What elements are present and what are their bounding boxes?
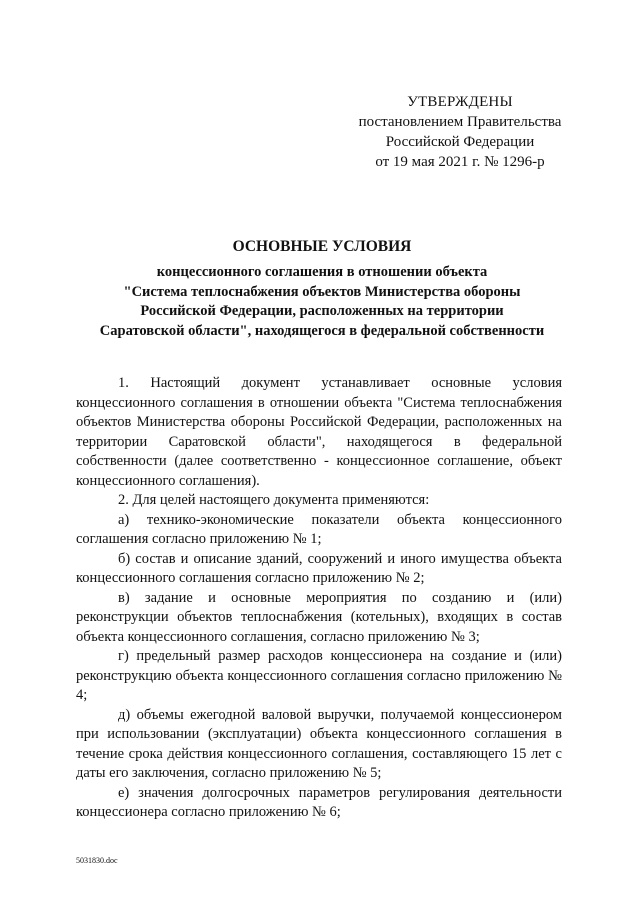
document-subtitle-line: Саратовской области", находящегося в федеральной собственности [99,322,545,339]
list-item-v: в) задание и основные мероприятия по созданию и (или) реконструкции объектов теплоснабжения (котельных), входящих в состав объекта концессионного соглашения, согласно приложению № 3; [76,589,562,645]
list-item-g: г) предельный размер расходов концессионера на создание и (или) реконструкцию объекта концессионного соглашения согласно приложению № 4; [76,648,562,703]
approval-title: УТВЕРЖДЕНЫ [407,94,513,110]
list-item-a: а) технико-экономические показатели объекта концессионного соглашения согласно приложению № 1; [76,511,562,547]
approval-block [330,92,590,172]
list-item-d: д) объемы ежегодной валовой выручки, получаемой концессионером при использовании (эксплуатации) объекта концессионного соглашения в течение срока действия концессионного соглашения, составляющего 15 лет с даты его заключения, согласно приложению № 5; [76,706,562,781]
list-item-e: е) значения долгосрочных параметров регулирования деятельности концессионера согласно приложению № 6; [76,784,562,820]
document-body [76,374,562,823]
paragraph-2: 2. Для целей настоящего документа применяются: [118,492,430,508]
file-name-footer: 5031830.doc [76,856,118,865]
document-subtitle-line: "Система теплоснабжения объектов Министерства обороны [123,283,521,300]
document-heading [40,237,604,341]
list-item-b: б) состав и описание зданий, сооружений и иного имущества объекта концессионного соглашения согласно приложению № 2; [76,550,562,586]
approval-date-number: от 19 мая 2021 г. № 1296-р [375,154,545,170]
approval-line: постановлением Правительства [358,114,562,130]
document-subtitle-line: концессионного соглашения в отношении объекта [156,264,488,280]
document-title: ОСНОВНЫЕ УСЛОВИЯ [232,238,412,255]
document-subtitle-line: Российской Федерации, расположенных на территории [140,303,504,319]
approval-line: Российской Федерации [385,134,535,150]
paragraph-1: 1. Настоящий документ устанавливает основные условия концессионного соглашения в отношении объекта "Система теплоснабжения объектов Министерства обороны Российской Федерации, расположенных на территории Саратовской области", находящегося в федеральной собственности (далее соответственно - концессионное соглашение, объект концессионного соглашения). [76,375,562,489]
